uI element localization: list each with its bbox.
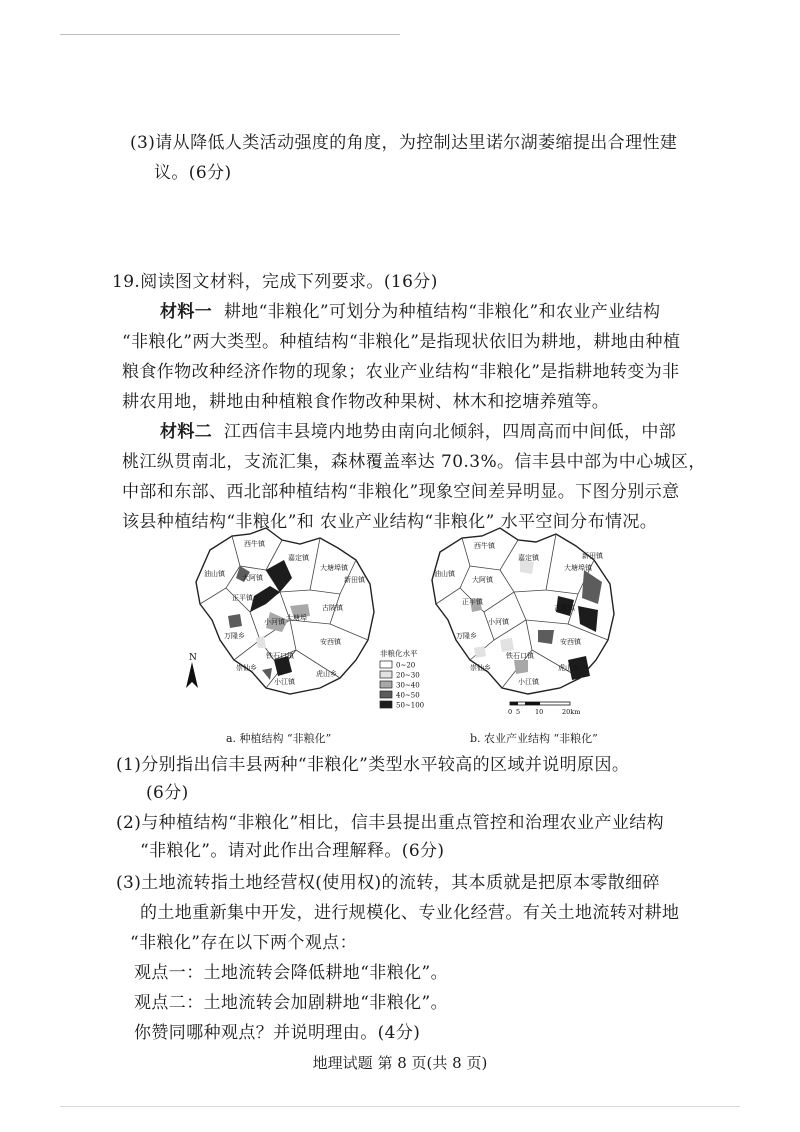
legend-label: 50~100 (396, 701, 425, 710)
town-label: 小江镇 (518, 678, 539, 686)
figure-maps (170, 520, 640, 725)
material1-label: 材料一 (160, 302, 213, 322)
material2-line3: 中部和东部、西北部种植结构“非粮化”现象空间差异明显。下图分别示意 (122, 482, 680, 502)
q18-part3-line2: 议。(6分) (154, 163, 232, 183)
legend-swatch-0-20 (380, 661, 392, 668)
material2-label: 材料二 (160, 422, 213, 442)
town-label: 铁石口镇 (506, 652, 534, 660)
town-label: 铁石口镇 (266, 652, 294, 660)
town-label: 嘉定镇 (518, 554, 539, 562)
top-rule (60, 34, 400, 35)
q19-2-line2: “非粮化”。请对此作出合理解释。(6分) (140, 841, 445, 861)
legend-title: 非粮化水平 (380, 649, 418, 658)
material1-line1 (160, 297, 660, 322)
scale-label: 20km (562, 708, 581, 716)
page-footer: 地理试题 第 8 页(共 8 页) (312, 1054, 488, 1072)
town-label: 古陂镇 (554, 604, 575, 612)
town-label: 安西镇 (320, 638, 341, 646)
town-label: 正平镇 (462, 598, 483, 606)
q19-3-line3: “非粮化”存在以下两个观点： (130, 933, 357, 953)
town-label: 新田镇 (344, 576, 365, 584)
legend-label: 30~40 (396, 681, 420, 690)
town-label: 油山镇 (204, 570, 225, 578)
town-label: 大塘埠镇 (320, 564, 348, 572)
town-label: 油山镇 (434, 570, 455, 578)
q19-heading: 19.阅读图文材料，完成下列要求。(16分) (112, 272, 438, 292)
q19-3-line1: (3)土地流转指土地经营权(使用权)的流转，其本质就是把原本零散细碎 (116, 873, 660, 893)
legend-label: 0~20 (396, 661, 416, 670)
q19-3-view1: 观点一：土地流转会降低耕地“非粮化”。 (134, 963, 448, 983)
q19-1-line1: (1)分别指出信丰县两种“非粮化”类型水平较高的区域并说明原因。 (116, 755, 630, 775)
town-label: 万隆乡 (224, 632, 245, 640)
town-label: 虎山乡 (316, 670, 337, 678)
material1-line4: 耕农用地，耕地由种植粮食作物改种果树、林木和挖塘养殖等。 (122, 392, 610, 412)
town-label: 虎山乡 (558, 664, 579, 672)
q19-3-line2: 的土地重新集中开发，进行规模化、专业化经营。有关土地流转对耕地 (140, 903, 680, 923)
town-label: 大阿镇 (242, 574, 263, 582)
town-label: 正平镇 (232, 594, 253, 602)
scale-bar (508, 702, 580, 716)
q19-3-view2: 观点二：土地流转会加剧耕地“非粮化”。 (134, 993, 448, 1013)
q18-part3-line1: (3)请从降低人类活动强度的角度，为控制达里诺尔湖萎缩提出合理性建 (130, 133, 678, 153)
maps-svg (170, 520, 640, 725)
legend-swatch-20-30 (380, 671, 392, 678)
caption-a: a. 种植结构 “非粮化” (226, 732, 332, 745)
caption-b: b. 农业产业结构 “非粮化” (470, 732, 598, 745)
legend-swatch-30-40 (380, 681, 392, 688)
material2-line2: 桃江纵贯南北，支流汇集，森林覆盖率达 70.3%。信丰县中部为中心城区， (122, 452, 706, 472)
q19-2-line1: (2)与种植结构“非粮化”相比，信丰县提出重点管控和治理农业产业结构 (116, 813, 665, 833)
north-label: N (189, 653, 197, 663)
town-label: 小河镇 (264, 618, 285, 626)
material1-line2: “非粮化”两大类型。种植结构“非粮化”是指现状依旧为耕地，耕地由种植 (122, 332, 681, 352)
town-label: 西牛镇 (474, 542, 495, 550)
north-arrow (186, 653, 198, 688)
material1-text1: 耕地“非粮化”可划分为种植结构“非粮化”和农业产业结构 (223, 302, 661, 322)
town-label: 古陂镇 (322, 604, 343, 612)
town-label: 嘉定镇 (288, 554, 309, 562)
town-label: 西牛镇 (244, 540, 265, 548)
scale-label: 10 (535, 708, 544, 716)
town-label: 小江镇 (274, 678, 295, 686)
material2-line1 (160, 417, 676, 442)
legend-swatch-40-50 (380, 691, 392, 698)
material2-text1: 江西信丰县境内地势由南向北倾斜，四周高而中间低，中部 (223, 422, 677, 442)
town-label: 新田镇 (582, 552, 603, 560)
town-label: 大塘埠 (286, 614, 307, 622)
town-label: 崇仙乡 (236, 664, 257, 672)
scale-label: 5 (516, 708, 521, 716)
material2-line4: 该县种植结构“非粮化”和 农业产业结构“非粮化” 水平空间分布情况。 (122, 512, 658, 532)
legend-swatch-50-100 (380, 701, 392, 708)
legend-label: 20~30 (396, 671, 420, 680)
legend-label: 40~50 (396, 691, 420, 700)
town-label: 崇仙乡 (470, 664, 491, 672)
town-label: 万隆乡 (456, 632, 477, 640)
material1-line3: 粮食作物改种经济作物的现象；农业产业结构“非粮化”是指耕地转变为非 (122, 362, 680, 382)
bottom-rule (60, 1106, 740, 1107)
town-label: 小河镇 (488, 618, 509, 626)
legend (380, 648, 424, 710)
scale-label: 0 (508, 708, 513, 716)
town-label: 大阿镇 (472, 576, 493, 584)
town-label: 大塘埠镇 (564, 564, 592, 572)
q19-3-line4: 你赞同哪种观点？并说明理由。(4分) (134, 1023, 421, 1043)
q19-1-line2: (6分) (146, 783, 189, 803)
town-label: 安西镇 (560, 638, 581, 646)
